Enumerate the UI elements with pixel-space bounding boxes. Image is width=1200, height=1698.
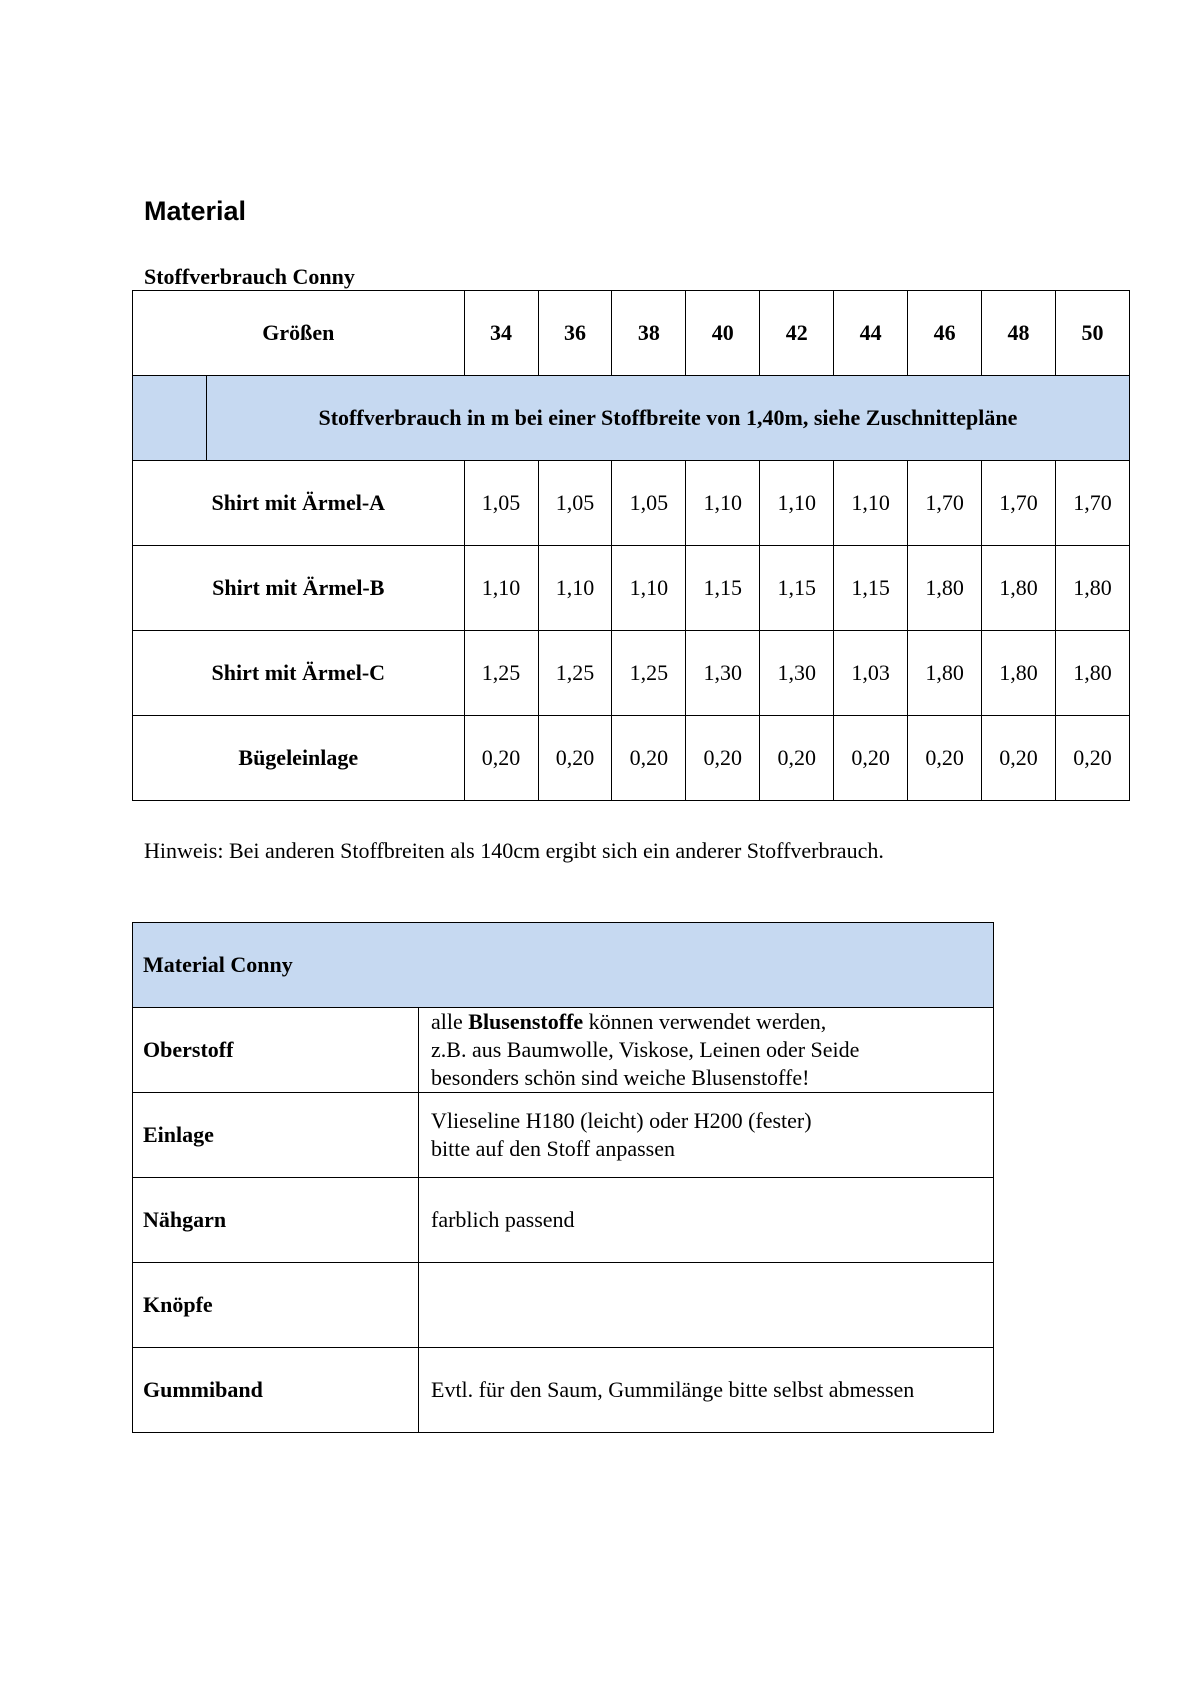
size-header-row (133, 291, 1130, 376)
value-cell: 1,80 (982, 631, 1056, 716)
value-cell: 1,10 (686, 461, 760, 546)
value-cell: 1,30 (686, 631, 760, 716)
value-cell: 0,20 (982, 716, 1056, 801)
row-label: Shirt mit Ärmel-C (133, 631, 465, 716)
material-description (419, 1178, 994, 1263)
value-cell: 0,20 (538, 716, 612, 801)
description-line (431, 1008, 993, 1036)
row-label: Shirt mit Ärmel-A (133, 461, 465, 546)
value-cell: 0,20 (908, 716, 982, 801)
value-cell: 1,10 (612, 546, 686, 631)
value-cell: 0,20 (1055, 716, 1129, 801)
table-row (133, 1093, 994, 1178)
table-row (133, 716, 1130, 801)
description-line: bitte auf den Stoff anpassen (431, 1136, 675, 1161)
value-cell: 1,70 (982, 461, 1056, 546)
description-line: z.B. aus Baumwolle, Viskose, Leinen oder Seide (431, 1037, 860, 1062)
size-cell: 34 (464, 291, 538, 376)
value-cell: 0,20 (686, 716, 760, 801)
size-cell: 40 (686, 291, 760, 376)
value-cell: 1,15 (760, 546, 834, 631)
page-heading: Material (144, 196, 247, 226)
value-cell: 1,05 (464, 461, 538, 546)
description-line: Evtl. für den Saum, Gummilänge bitte selbst abmessen (431, 1377, 915, 1402)
value-cell: 0,20 (612, 716, 686, 801)
material-label: Nähgarn (133, 1178, 419, 1263)
value-cell: 1,25 (612, 631, 686, 716)
description-line: besonders schön sind weiche Blusenstoffe! (431, 1065, 810, 1090)
text-part: alle (431, 1009, 469, 1034)
value-cell: 1,05 (612, 461, 686, 546)
size-header-label: Größen (133, 291, 465, 376)
bold-text-part: Blusenstoffe (468, 1009, 584, 1034)
table-row (133, 1263, 994, 1348)
value-cell: 0,20 (464, 716, 538, 801)
value-cell: 1,80 (908, 631, 982, 716)
text-part: können verwendet werden, (583, 1009, 827, 1034)
row-label: Shirt mit Ärmel-B (133, 546, 465, 631)
value-cell: 1,15 (686, 546, 760, 631)
size-cell: 46 (908, 291, 982, 376)
value-cell: 1,10 (538, 546, 612, 631)
fabric-table-title: Stoffverbrauch Conny (144, 264, 355, 289)
table-row (133, 1348, 994, 1433)
section-note-row (133, 376, 1130, 461)
size-cell: 50 (1055, 291, 1129, 376)
size-cell: 36 (538, 291, 612, 376)
value-cell: 1,10 (760, 461, 834, 546)
table-row (133, 546, 1130, 631)
table-row (133, 1008, 994, 1093)
value-cell: 1,25 (464, 631, 538, 716)
material-description (419, 1348, 994, 1433)
value-cell: 1,25 (538, 631, 612, 716)
section-spacer-cell (133, 376, 207, 461)
value-cell: 0,20 (760, 716, 834, 801)
material-label: Einlage (133, 1093, 419, 1178)
value-cell: 1,80 (1055, 631, 1129, 716)
table-row (133, 461, 1130, 546)
size-cell: 48 (982, 291, 1056, 376)
material-description (419, 1263, 994, 1348)
table-row (133, 631, 1130, 716)
size-cell: 44 (834, 291, 908, 376)
material-description (419, 1008, 994, 1093)
value-cell: 1,03 (834, 631, 908, 716)
row-label: Bügeleinlage (133, 716, 465, 801)
value-cell: 1,70 (908, 461, 982, 546)
value-cell: 1,80 (982, 546, 1056, 631)
value-cell: 1,10 (464, 546, 538, 631)
size-cell: 42 (760, 291, 834, 376)
value-cell: 1,10 (834, 461, 908, 546)
description-line: Vlieseline H180 (leicht) oder H200 (fester) (431, 1108, 812, 1133)
value-cell: 1,30 (760, 631, 834, 716)
value-cell: 0,20 (834, 716, 908, 801)
description-line: farblich passend (431, 1207, 575, 1232)
value-cell: 1,80 (908, 546, 982, 631)
fabric-usage-table (132, 290, 1130, 801)
material-table (132, 922, 994, 1433)
size-cell: 38 (612, 291, 686, 376)
fabric-width-note: Hinweis: Bei anderen Stoffbreiten als 140cm ergibt sich ein anderer Stoffverbrauch. (144, 838, 884, 863)
material-header: Material Conny (133, 923, 994, 1008)
value-cell: 1,15 (834, 546, 908, 631)
material-label: Knöpfe (133, 1263, 419, 1348)
material-header-row (133, 923, 994, 1008)
value-cell: 1,80 (1055, 546, 1129, 631)
material-label: Oberstoff (133, 1008, 419, 1093)
value-cell: 1,70 (1055, 461, 1129, 546)
material-label: Gummiband (133, 1348, 419, 1433)
table-row (133, 1178, 994, 1263)
section-note: Stoffverbrauch in m bei einer Stoffbreite von 1,40m, siehe Zuschnittepläne (206, 376, 1129, 461)
value-cell: 1,05 (538, 461, 612, 546)
material-description (419, 1093, 994, 1178)
